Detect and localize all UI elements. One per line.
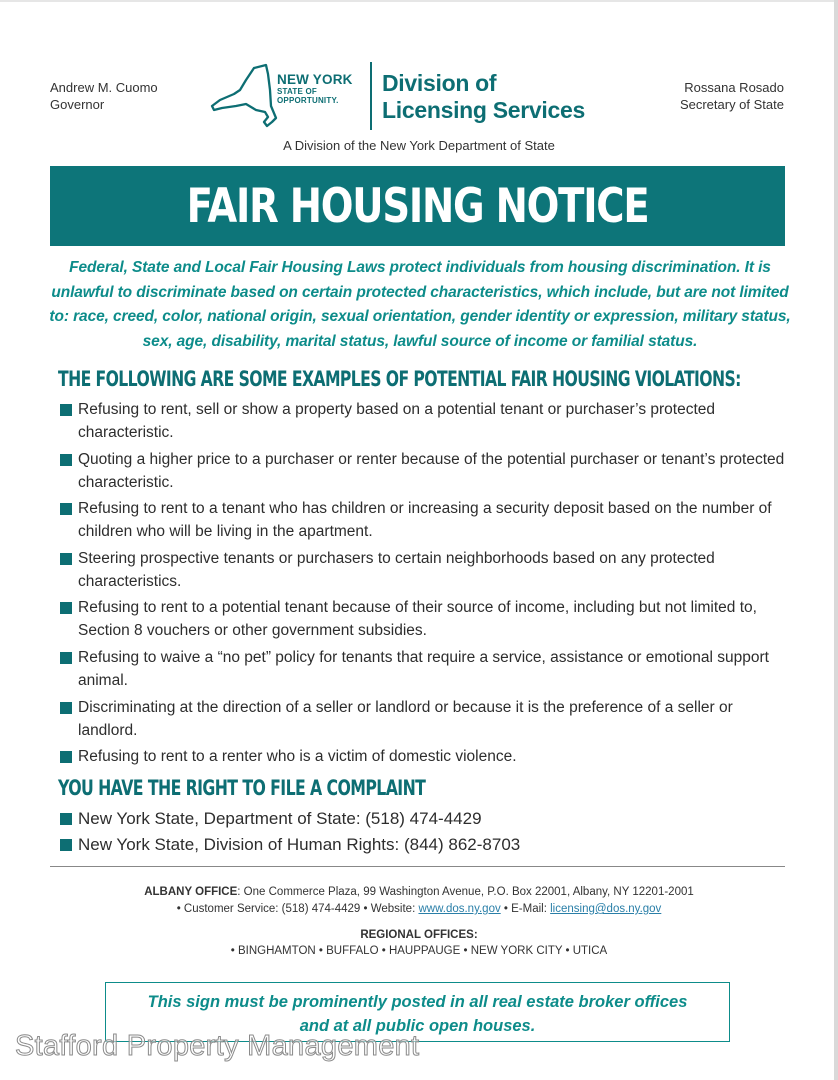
list-item	[60, 547, 790, 593]
intro-paragraph: Federal, State and Local Fair Housing Laws protect individuals from housing discrimination. It is unlawful to discriminate based on certain protected characteristics, which include, but are not limited to: race, creed, color, national origin, sexual orientation, gender identity or expression, military status, sex, age, disability, marital status, lawful source of income or familial status.	[49, 259, 791, 350]
list-item	[60, 806, 790, 832]
division-name	[382, 70, 585, 124]
list-item	[60, 497, 790, 543]
list-item	[60, 832, 790, 858]
albany-office-line	[0, 884, 838, 900]
secretary-name: Rossana Rosado	[684, 80, 784, 95]
violations-list	[60, 398, 790, 772]
complaint-contact: New York State, Department of State: (518) 474-4429	[78, 809, 482, 828]
square-bullet-icon	[60, 702, 72, 714]
department-line: A Division of the New York Department of State	[283, 138, 555, 153]
square-bullet-icon	[60, 652, 72, 664]
new-york-state-icon	[210, 60, 280, 130]
list-item-text: Discriminating at the direction of a seller or landlord or because it is the preference of a seller or landlord.	[78, 698, 733, 739]
regional-offices-list: • BINGHAMTON • BUFFALO • HAUPPAUGE • NEW YORK CITY • UTICA	[230, 945, 608, 957]
website-link[interactable]: www.dos.ny.gov	[418, 903, 501, 915]
governor-name: Andrew M. Cuomo	[50, 80, 158, 95]
governor-title: Governor	[50, 97, 105, 112]
list-item-text: Refusing to waive a “no pet” policy for tenants that require a service, assistance or emotional support animal.	[78, 648, 769, 689]
square-bullet-icon	[60, 454, 72, 466]
violations-heading: THE FOLLOWING ARE SOME EXAMPLES OF POTENTIAL FAIR HOUSING VIOLATIONS:	[58, 367, 741, 391]
footer-divider	[50, 866, 785, 867]
regional-offices-label: REGIONAL OFFICES:	[360, 929, 478, 941]
ny-wordmark	[277, 72, 353, 105]
email-link[interactable]: licensing@dos.ny.gov	[550, 903, 662, 915]
list-item	[60, 745, 790, 768]
list-item-text: Refusing to rent to a potential tenant because of their source of income, including but not limited to, Section 8 vouchers or other government subsidies.	[78, 599, 757, 640]
albany-office-label: ALBANY OFFICE	[144, 886, 238, 898]
square-bullet-icon	[60, 602, 72, 614]
regional-label-line	[0, 927, 838, 943]
ny-wordmark-line3: OPPORTUNITY.	[277, 96, 339, 105]
secretary-title: Secretary of State	[679, 97, 784, 112]
list-item-text: Refusing to rent, sell or show a property based on a potential tenant or purchaser’s protected characteristic.	[78, 401, 716, 441]
list-item	[60, 596, 790, 642]
square-bullet-icon	[60, 553, 72, 565]
ny-wordmark-line1: NEW YORK	[277, 72, 353, 87]
page-top-edge	[0, 0, 838, 2]
list-item-text: Refusing to rent to a renter who is a victim of domestic violence.	[78, 748, 517, 766]
posting-requirement-line2: and at all public open houses.	[299, 1017, 536, 1035]
title-banner	[50, 166, 785, 246]
square-bullet-icon	[60, 839, 72, 851]
square-bullet-icon	[60, 503, 72, 515]
list-item	[60, 646, 790, 692]
complaint-heading: YOU HAVE THE RIGHT TO FILE A COMPLAINT	[58, 776, 426, 800]
list-item	[60, 696, 790, 742]
governor-block	[50, 79, 158, 113]
posting-requirement-line1: This sign must be prominently posted in all real estate broker offices	[147, 993, 688, 1011]
square-bullet-icon	[60, 751, 72, 763]
complaint-list	[60, 806, 790, 858]
division-line1: Division of	[382, 70, 497, 96]
list-item-text: Refusing to rent to a tenant who has children or increasing a security deposit based on the number of children who will be living in the apartment.	[78, 500, 772, 541]
dls-logo	[210, 58, 610, 134]
list-item-text: Quoting a higher price to a purchaser or renter because of the potential purchaser or tenant’s protected characteristic.	[78, 450, 785, 491]
division-line2: Licensing Services	[382, 97, 585, 123]
ny-wordmark-line2: STATE OF	[277, 87, 317, 96]
square-bullet-icon	[60, 813, 72, 825]
list-item	[60, 448, 790, 494]
customer-service: • Customer Service: (518) 474-4429 • Website:	[176, 903, 419, 915]
secretary-block	[680, 79, 784, 113]
albany-office-address: : One Commerce Plaza, 99 Washington Avenue, P.O. Box 22001, Albany, NY 12201-2001	[237, 886, 694, 898]
complaint-contact: New York State, Division of Human Rights: (844) 862-8703	[78, 835, 521, 854]
logo-divider	[370, 62, 372, 130]
square-bullet-icon	[60, 404, 72, 416]
page-title: FAIR HOUSING NOTICE	[186, 178, 649, 234]
list-item	[60, 398, 790, 444]
contact-line	[0, 901, 838, 917]
list-item-text: Steering prospective tenants or purchasers to certain neighborhoods based on any protected characteristics.	[78, 549, 715, 590]
email-label: • E-Mail:	[500, 903, 551, 915]
page-right-edge	[834, 0, 838, 1080]
watermark-text: Stafford Property Management	[15, 1030, 420, 1062]
